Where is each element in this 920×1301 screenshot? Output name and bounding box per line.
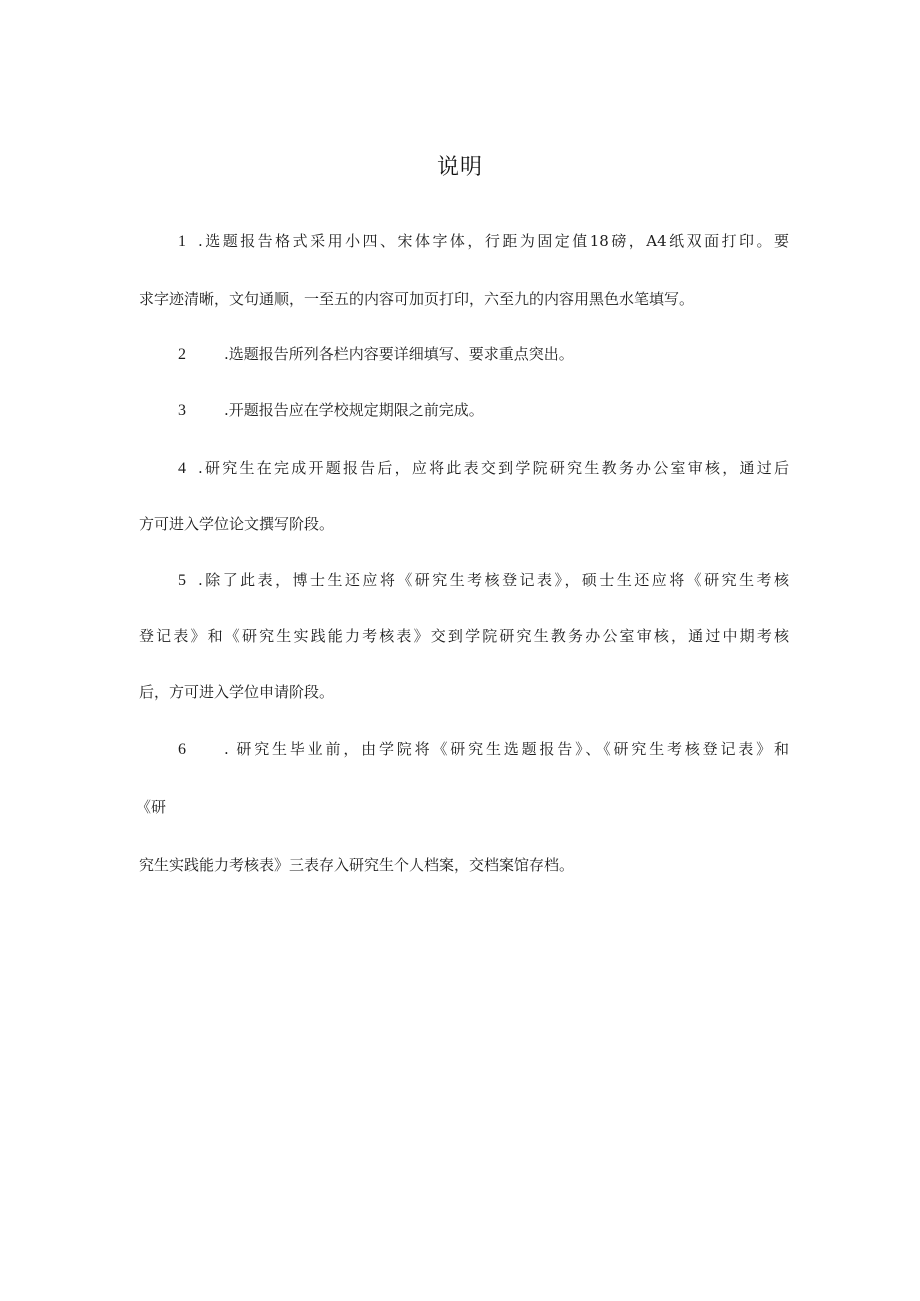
item-2-line-1 <box>178 344 789 365</box>
item-3-text-1: .开题报告应在学校规定期限之前完成。 <box>224 401 484 419</box>
item-3-line-1 <box>178 400 789 421</box>
item-4-line-2: 方可进入学位论文撰写阶段。 <box>139 515 335 533</box>
item-1-line-2: 求字迹清晰，文句通顺，一至五的内容可加页打印，六至九的内容用黑色水笔填写。 <box>139 290 695 308</box>
item-6-line-1 <box>178 739 789 760</box>
item-5-line-3: 后，方可进入学位申请阶段。 <box>139 683 335 701</box>
item-6-text-1: . 研究生毕业前，由学院将《研究生选题报告》、《研究生考核登记表》和 <box>224 740 789 758</box>
item-5-line-2: 登记表》和《研究生实践能力考核表》交到学院研究生教务办公室审核，通过中期考核 <box>139 627 789 645</box>
item-5-number: 5 <box>178 572 186 589</box>
item-2-text-1: .选题报告所列各栏内容要详细填写、要求重点突出。 <box>224 345 574 363</box>
item-4-line-1 <box>178 458 789 479</box>
page-title: 说明 <box>436 155 483 180</box>
item-2-number: 2 <box>178 346 186 363</box>
item-1-line-1 <box>178 231 789 252</box>
item-6-line-3: 究生实践能力考核表》三表存入研究生个人档案，交档案馆存档。 <box>139 856 575 874</box>
item-6-line-2: 《研 <box>136 798 167 816</box>
item-3-number: 3 <box>178 402 186 419</box>
item-4-text-1: .研究生在完成开题报告后，应将此表交到学院研究生教务办公室审核，通过后 <box>198 459 789 477</box>
item-1-number: 1 <box>178 233 186 250</box>
item-1-text-1: .选题报告格式采用小四、宋体字体，行距为固定值18磅，A4纸双面打印。要 <box>198 232 789 250</box>
item-5-text-1: .除了此表，博士生还应将《研究生考核登记表》，硕士生还应将《研究生考核 <box>198 571 789 589</box>
item-6-number: 6 <box>178 741 186 758</box>
item-4-number: 4 <box>178 460 186 477</box>
item-5-line-1 <box>178 570 789 591</box>
